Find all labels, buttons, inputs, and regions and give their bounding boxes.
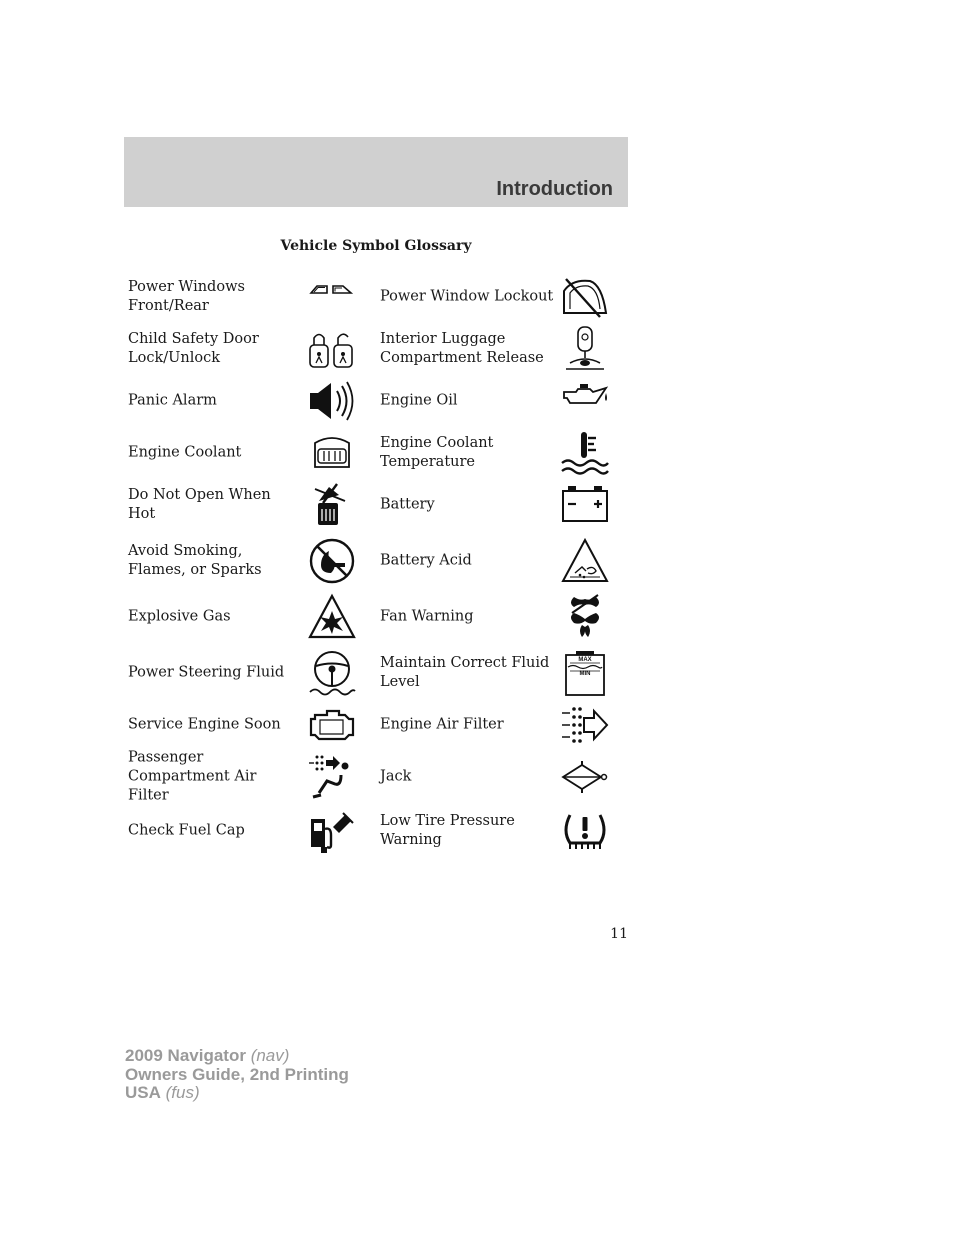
glossary-row <box>124 430 628 476</box>
symbol-label: Low Tire Pressure Warning <box>380 813 515 848</box>
section-header-band <box>124 137 628 207</box>
symbol-label: Engine Oil <box>380 392 458 409</box>
glossary-row <box>124 326 628 372</box>
section-title: Introduction <box>496 178 613 200</box>
page-number: 11 <box>610 926 628 942</box>
battery-acid-icon <box>560 537 610 585</box>
symbol-label: Engine Coolant Temperature <box>380 435 494 470</box>
explosive-gas-icon <box>307 593 357 641</box>
glossary-row <box>124 702 628 748</box>
coolant-temperature-icon <box>560 429 610 477</box>
symbol-label: Explosive Gas <box>128 608 231 625</box>
symbol-label: Interior Luggage Compartment Release <box>380 331 544 366</box>
footer-line-3: USA (fus) <box>125 1083 200 1102</box>
glossary-row <box>124 594 628 640</box>
symbol-label: Check Fuel Cap <box>128 822 245 839</box>
trunk-release-icon <box>560 325 610 373</box>
fan-warning-icon <box>560 593 610 641</box>
symbol-label: Jack <box>380 768 412 785</box>
tire-pressure-icon <box>560 807 610 855</box>
symbol-label: Power Windows Front/Rear <box>128 279 245 314</box>
oil-can-icon <box>560 377 610 425</box>
no-smoking-icon <box>307 537 357 585</box>
symbol-label: Maintain Correct Fluid Level <box>380 655 550 690</box>
symbol-label: Avoid Smoking, Flames, or Sparks <box>128 543 262 578</box>
glossary-row <box>124 808 628 854</box>
symbol-label: Battery Acid <box>380 552 472 569</box>
symbol-label: Engine Coolant <box>128 444 242 461</box>
symbol-label: Fan Warning <box>380 608 474 625</box>
symbol-label: Passenger Compartment Air Filter <box>128 749 257 804</box>
glossary-title: Vehicle Symbol Glossary <box>280 238 472 254</box>
symbol-label: Engine Air Filter <box>380 716 504 733</box>
symbol-label: Power Steering Fluid <box>128 664 285 681</box>
symbol-label: Battery <box>380 496 435 513</box>
glossary-row <box>124 650 628 696</box>
footer-line-2: Owners Guide, 2nd Printing <box>125 1064 349 1084</box>
document-footer <box>125 1047 349 1103</box>
fluid-max-mark: MAX <box>578 657 592 663</box>
symbol-label: Service Engine Soon <box>128 716 281 733</box>
cabin-air-filter-icon <box>307 753 357 801</box>
fluid-min-mark: MIN <box>579 671 591 677</box>
footer-line-1: 2009 Navigator (nav) <box>125 1046 290 1065</box>
coolant-reservoir-icon <box>307 429 357 477</box>
glossary-row <box>124 538 628 584</box>
glossary-row <box>124 274 628 320</box>
child-lock-icon <box>307 325 357 373</box>
speaker-icon <box>307 377 357 425</box>
glossary-row <box>124 749 628 804</box>
fuel-cap-icon <box>307 807 357 855</box>
glossary-row <box>124 378 628 424</box>
jack-icon <box>560 753 610 801</box>
symbol-label: Panic Alarm <box>128 392 217 409</box>
do-not-open-hot-icon <box>307 481 357 529</box>
steering-wheel-icon <box>307 649 357 697</box>
engine-icon <box>307 701 357 749</box>
power-windows-icon <box>307 273 357 321</box>
fluid-level-icon <box>560 649 610 697</box>
engine-air-filter-icon <box>560 701 610 749</box>
symbol-label: Child Safety Door Lock/Unlock <box>128 331 259 366</box>
glossary-row <box>124 482 628 528</box>
symbol-label: Power Window Lockout <box>380 288 554 305</box>
battery-icon <box>560 481 610 529</box>
window-lockout-icon <box>560 273 610 321</box>
symbol-label: Do Not Open When Hot <box>128 487 271 522</box>
